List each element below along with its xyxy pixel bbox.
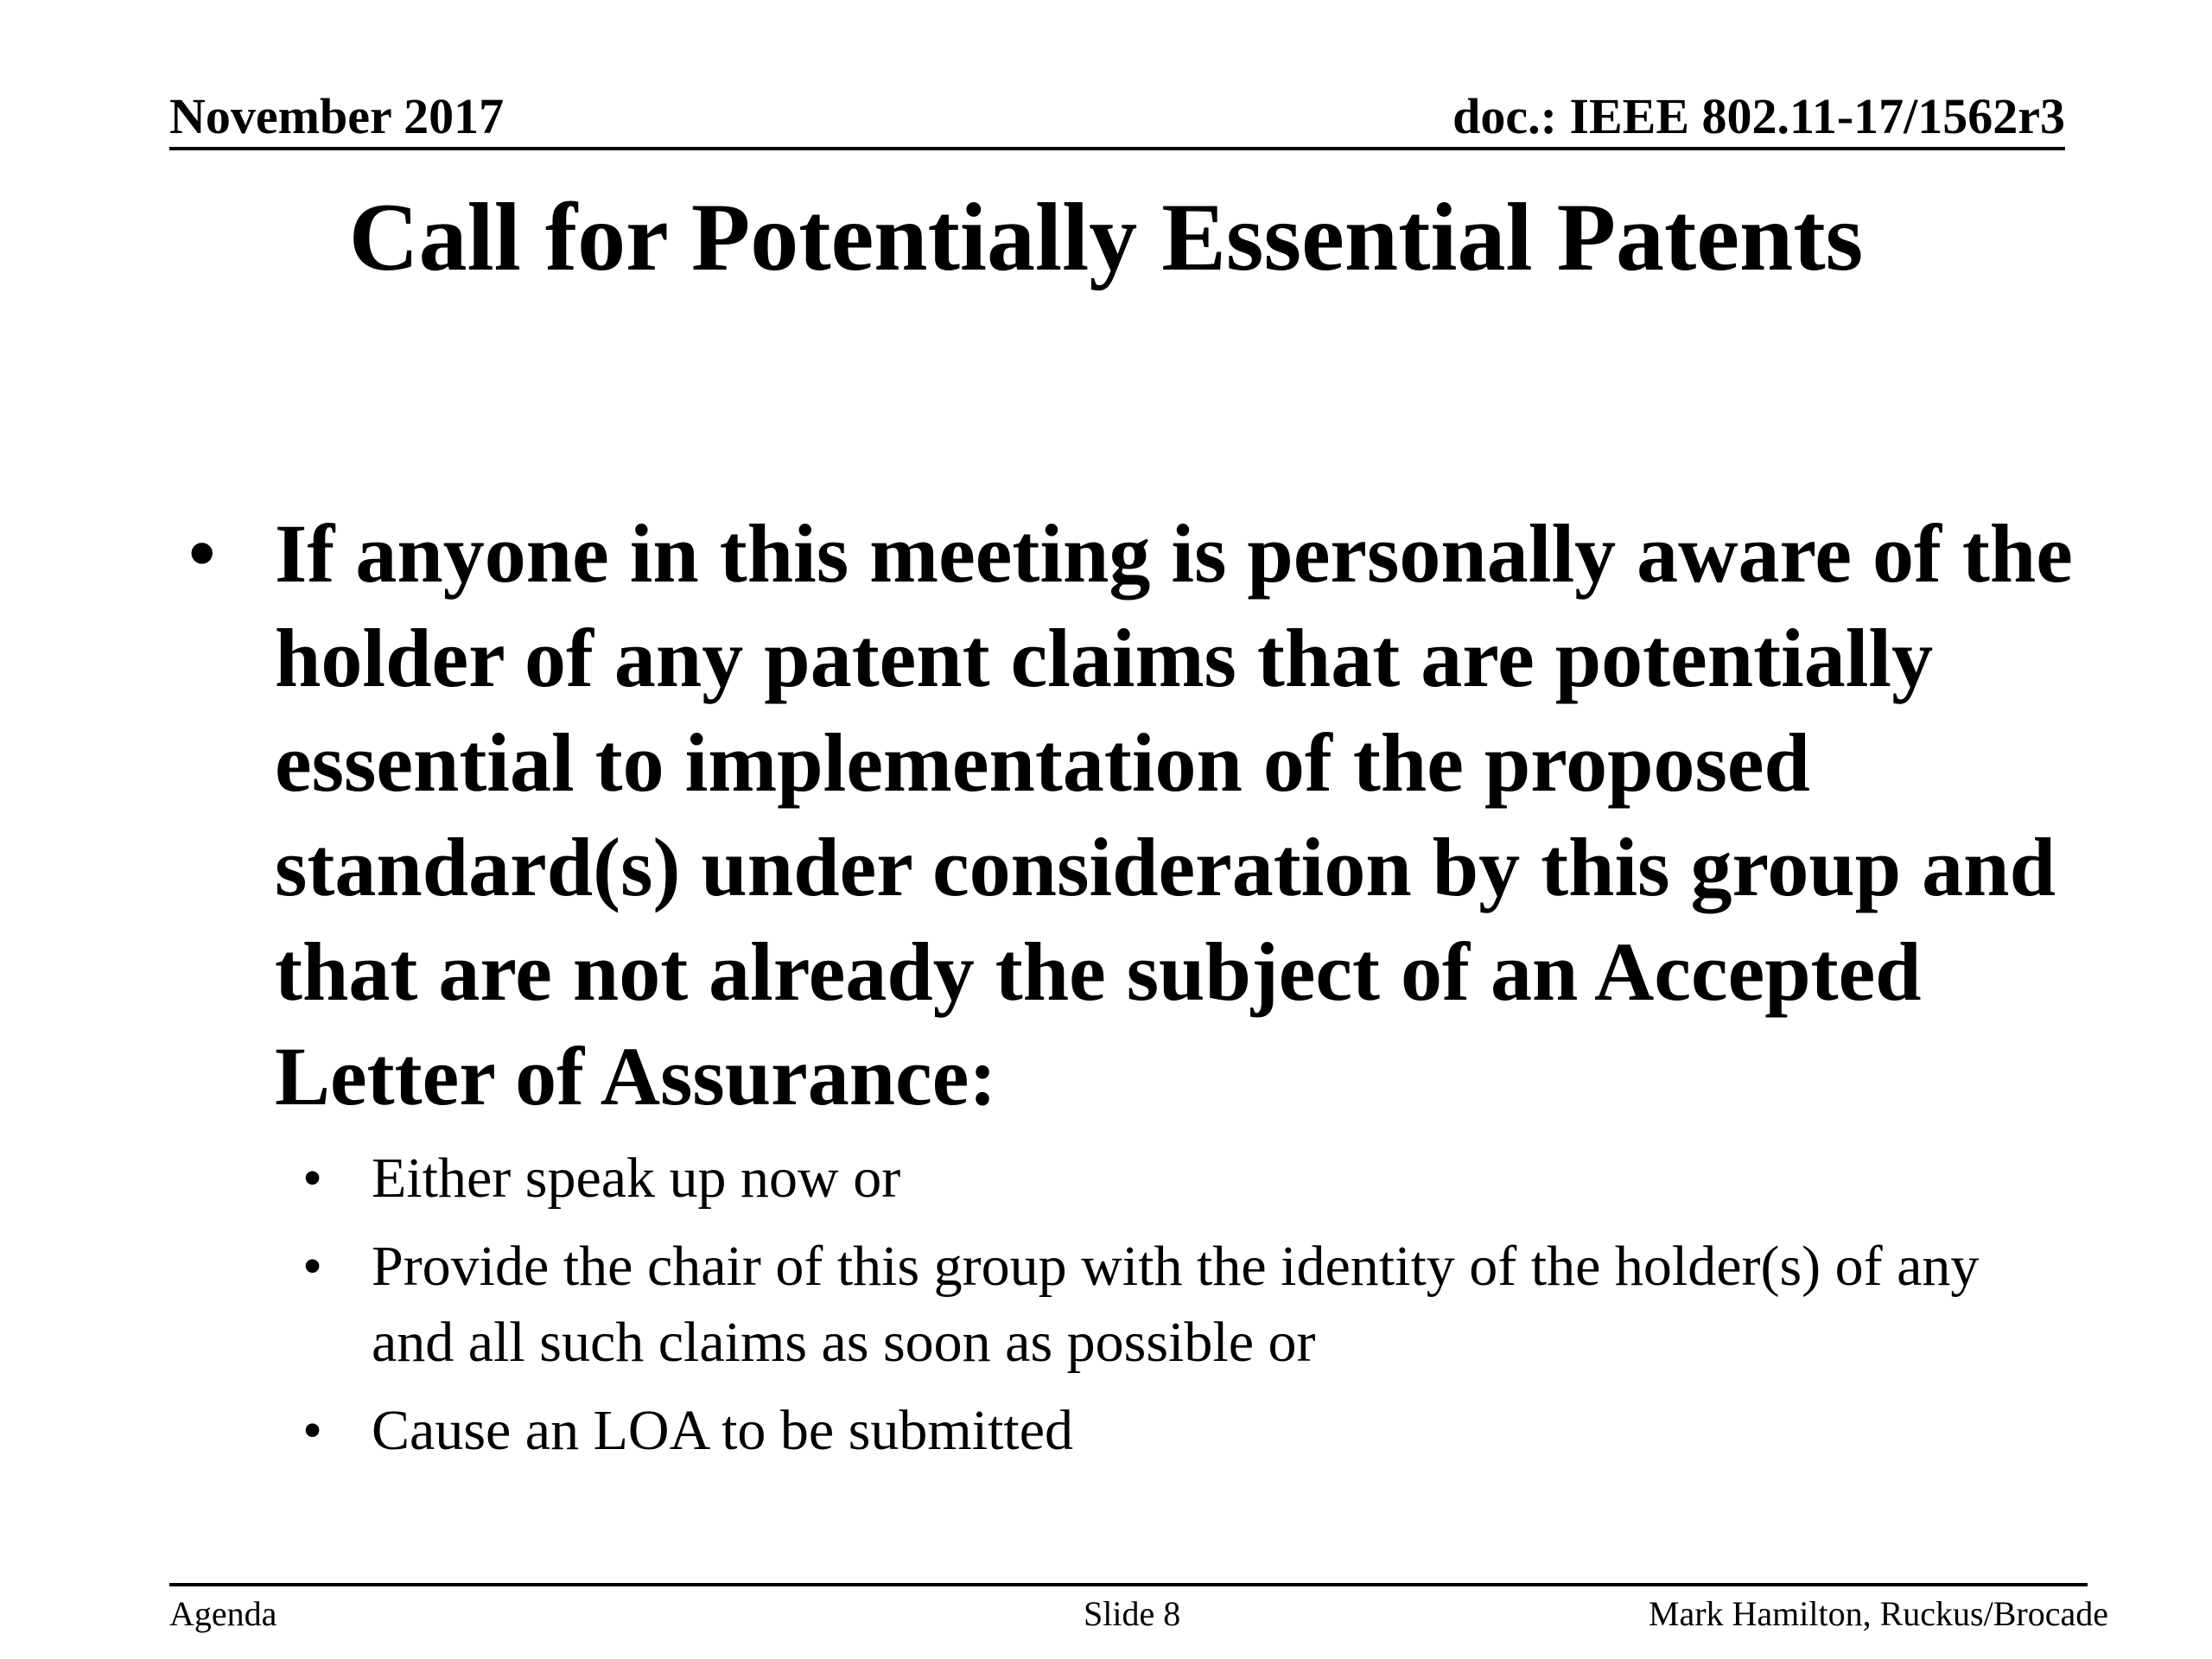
sub-bullet-text: Provide the chair of this group with the identity of the holder(s) of any and all such claims as soon as possible or bbox=[372, 1235, 1980, 1374]
slide-title: Call for Potentially Essential Patents bbox=[348, 184, 1864, 291]
main-bullet-text: If anyone in this meeting is personally aware of the holder of any patent claims that are potentially essential to implementation of the proposed standard(s) under consideration by this group and that are not already the subject of an Accepted Letter of Assurance: bbox=[275, 507, 2073, 1122]
main-bullet bbox=[188, 501, 2089, 1128]
sub-bullet-item bbox=[302, 1141, 2065, 1217]
bullet-dot-icon: • bbox=[302, 1399, 323, 1462]
sub-bullet-item bbox=[302, 1393, 2065, 1469]
footer-author: Mark Hamilton, Ruckus/Brocade bbox=[1648, 1594, 2108, 1633]
header-doc-id: doc.: IEEE 802.11-17/1562r3 bbox=[1452, 88, 2065, 144]
bullet-dot-icon: • bbox=[302, 1147, 323, 1210]
header-date: November 2017 bbox=[169, 88, 505, 144]
bullet-dot-icon: • bbox=[188, 511, 216, 596]
footer-slide-number: Slide 8 bbox=[1084, 1594, 1181, 1633]
sub-bullet-text: Cause an LOA to be submitted bbox=[372, 1399, 1074, 1462]
sub-bullet-item bbox=[302, 1229, 2065, 1381]
sub-bullet-text: Either speak up now or bbox=[372, 1147, 901, 1210]
slide-footer bbox=[169, 1583, 2108, 1638]
slide-header bbox=[169, 86, 2065, 150]
sub-bullet-list bbox=[302, 1141, 2065, 1481]
footer-left-label: Agenda bbox=[169, 1594, 277, 1633]
bullet-dot-icon: • bbox=[302, 1235, 323, 1298]
